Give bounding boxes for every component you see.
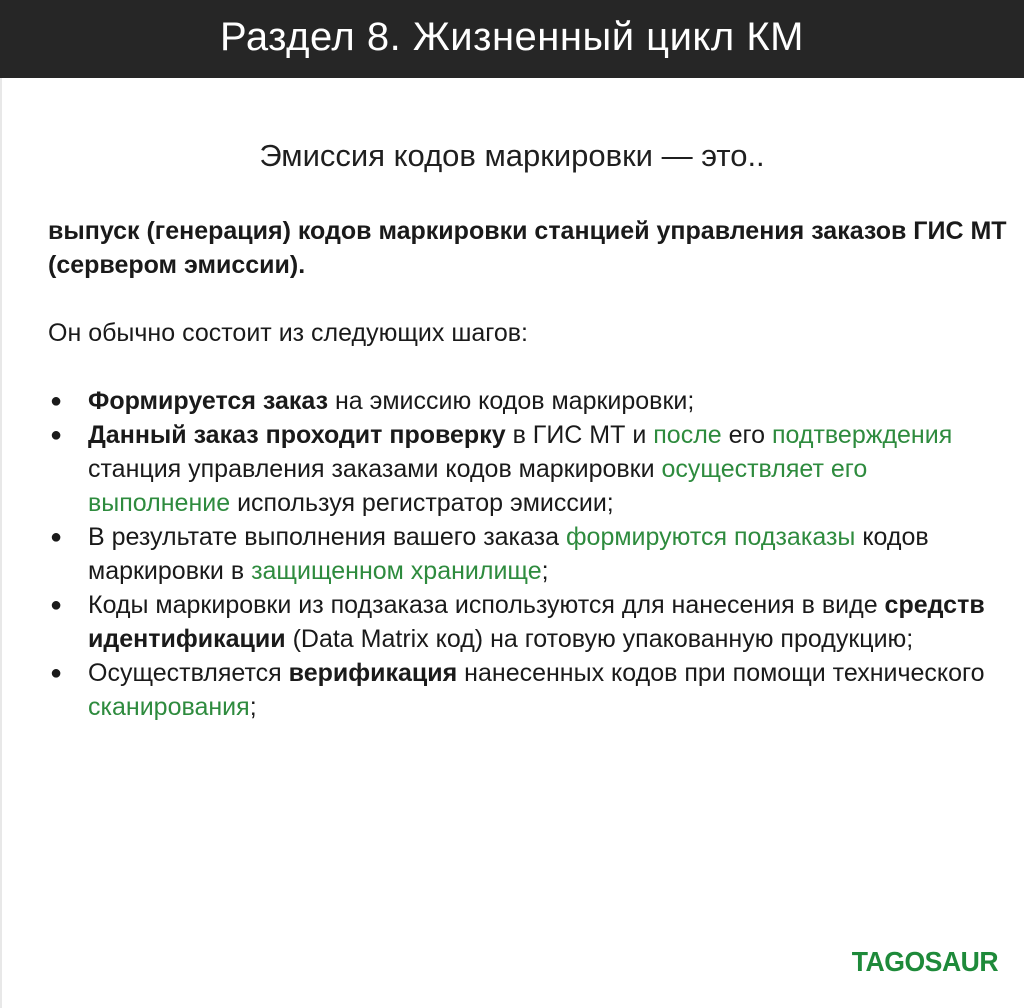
- definition-text: выпуск (генерация) кодов маркировки станцией управления заказов ГИС МТ (сервером эмиссии).: [48, 217, 1007, 279]
- bullet-icon: ●: [50, 390, 63, 412]
- brand-logo: TAGOSAUR: [851, 946, 998, 977]
- step-text: используя регистратор эмиссии;: [230, 489, 614, 517]
- step-text: на эмиссию кодов маркировки;: [328, 387, 695, 415]
- list-item: [48, 588, 1008, 656]
- step-text: Коды маркировки из подзаказа используются для нанесения в виде: [88, 591, 885, 619]
- bullet-icon: ●: [50, 594, 63, 616]
- list-item: [48, 520, 1008, 588]
- step-text: В результате выполнения вашего заказа: [88, 523, 566, 551]
- step-text-highlight: после: [653, 421, 722, 449]
- list-item: [48, 656, 1008, 724]
- step-text: в ГИС МТ и: [505, 421, 654, 449]
- step-text: его: [721, 421, 772, 449]
- step-text: (Data Matrix код) на готовую упакованную продукцию;: [285, 625, 914, 653]
- step-text-highlight: сканирования: [88, 693, 250, 721]
- step-text-bold: средств идентификации: [88, 591, 985, 653]
- bullet-icon: ●: [50, 526, 63, 548]
- step-text-highlight: осуществляет его выполнение: [88, 455, 868, 517]
- subtitle: Эмиссия кодов маркировки — это..: [259, 138, 765, 173]
- header-bar: [0, 0, 1024, 78]
- step-text-bold: верификация: [288, 659, 458, 687]
- page-title: Раздел 8. Жизненный цикл КМ: [220, 14, 804, 59]
- step-text: ;: [249, 693, 257, 721]
- step-text: ;: [541, 557, 549, 585]
- step-text-highlight: подтверждения: [771, 421, 953, 449]
- step-text-highlight: защищенном хранилище: [251, 557, 542, 585]
- bullet-icon: ●: [50, 662, 63, 684]
- step-text-bold: Данный заказ проходит проверку: [88, 421, 506, 449]
- step-text-bold: Формируется заказ: [88, 387, 329, 415]
- list-item: [48, 384, 1008, 418]
- step-text: станция управления заказами кодов маркировки: [88, 455, 662, 483]
- left-edge-line: [0, 78, 2, 1008]
- intro-text: Он обычно состоит из следующих шагов:: [48, 319, 528, 347]
- steps-list: [48, 384, 1008, 724]
- step-text-highlight: формируются подзаказы: [565, 523, 856, 551]
- bullet-icon: ●: [50, 424, 63, 446]
- step-text: Осуществляется: [88, 659, 289, 687]
- list-item: [48, 418, 1008, 520]
- step-text: кодов маркировки в: [88, 523, 929, 585]
- step-text: нанесенных кодов при помощи технического: [457, 659, 985, 687]
